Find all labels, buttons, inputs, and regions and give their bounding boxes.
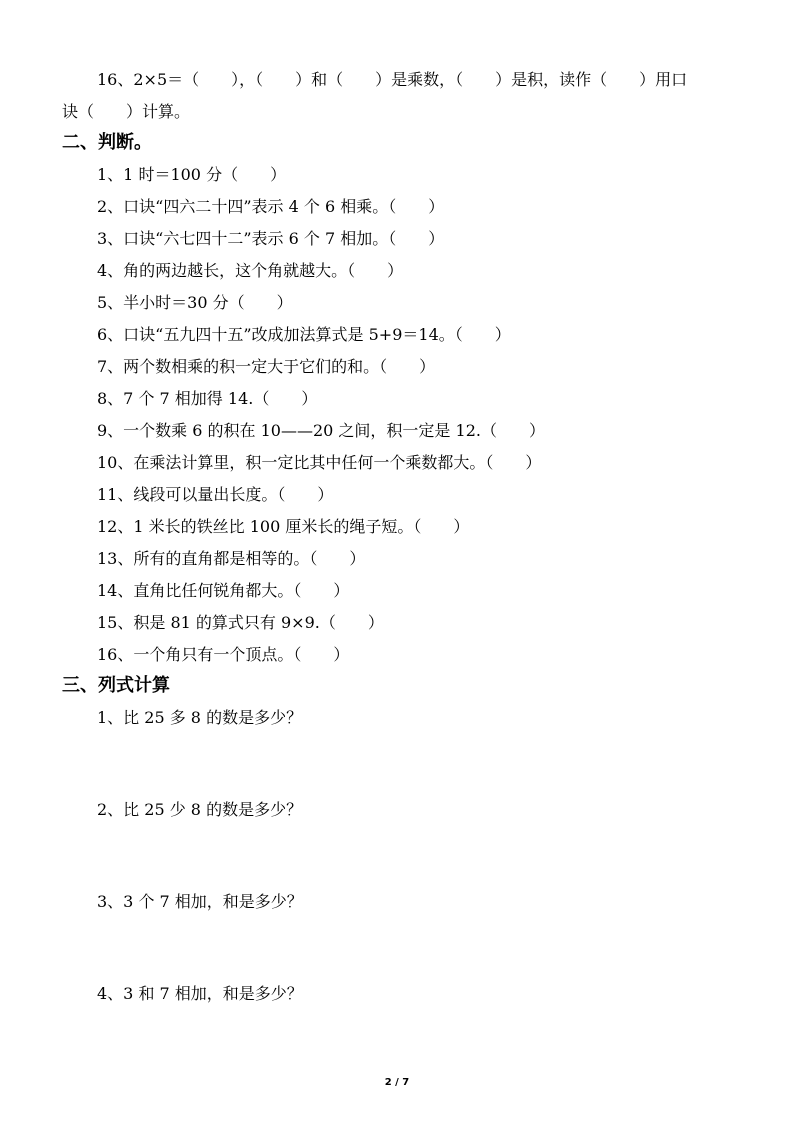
judgment-item-1: 1、1 时＝100 分（ ） [97,165,287,184]
section-heading-calculation: 三、列式计算 [62,675,170,696]
judgment-item-6: 6、口诀“五九四十五”改成加法算式是 5+9＝14。（ ） [97,325,511,344]
judgment-item-14: 14、直角比任何锐角都大。（ ） [97,581,350,600]
judgment-item-8: 8、7 个 7 相加得 14.（ ） [97,389,318,408]
judgment-item-7: 7、两个数相乘的积一定大于它们的和。（ ） [97,357,436,376]
judgment-item-13: 13、所有的直角都是相等的。（ ） [97,549,366,568]
calculation-item-2: 2、比 25 少 8 的数是多少？ [97,800,303,819]
calculation-item-1: 1、比 25 多 8 的数是多少？ [97,708,303,727]
calculation-item-4: 4、3 和 7 相加，和是多少？ [97,984,303,1003]
judgment-item-3: 3、口诀“六七四十二”表示 6 个 7 相加。（ ） [97,229,445,248]
fill-blank-q16-line1: 16、2×5＝（ ），（ ）和（ ）是乘数，（ ）是积，读作（ ）用口 [97,70,688,89]
judgment-item-9: 9、一个数乘 6 的积在 10——20 之间，积一定是 12.（ ） [97,421,545,440]
judgment-item-11: 11、线段可以量出长度。（ ） [97,485,334,504]
judgment-item-2: 2、口诀“四六二十四”表示 4 个 6 相乘。（ ） [97,197,445,216]
judgment-item-12: 12、1 米长的铁丝比 100 厘米长的绳子短。（ ） [97,517,470,536]
judgment-item-5: 5、半小时＝30 分（ ） [97,293,293,312]
fill-blank-q16-line2: 诀（ ）计算。 [62,102,191,121]
calculation-item-3: 3、3 个 7 相加，和是多少？ [97,892,303,911]
judgment-item-16: 16、一个角只有一个顶点。（ ） [97,645,350,664]
judgment-item-15: 15、积是 81 的算式只有 9×9.（ ） [97,613,384,632]
judgment-item-10: 10、在乘法计算里，积一定比其中任何一个乘数都大。（ ） [97,453,542,472]
page-number: 2 / 7 [384,1077,410,1088]
section-heading-judgment: 二、判断。 [62,132,152,153]
judgment-item-4: 4、角的两边越长，这个角就越大。（ ） [97,261,404,280]
